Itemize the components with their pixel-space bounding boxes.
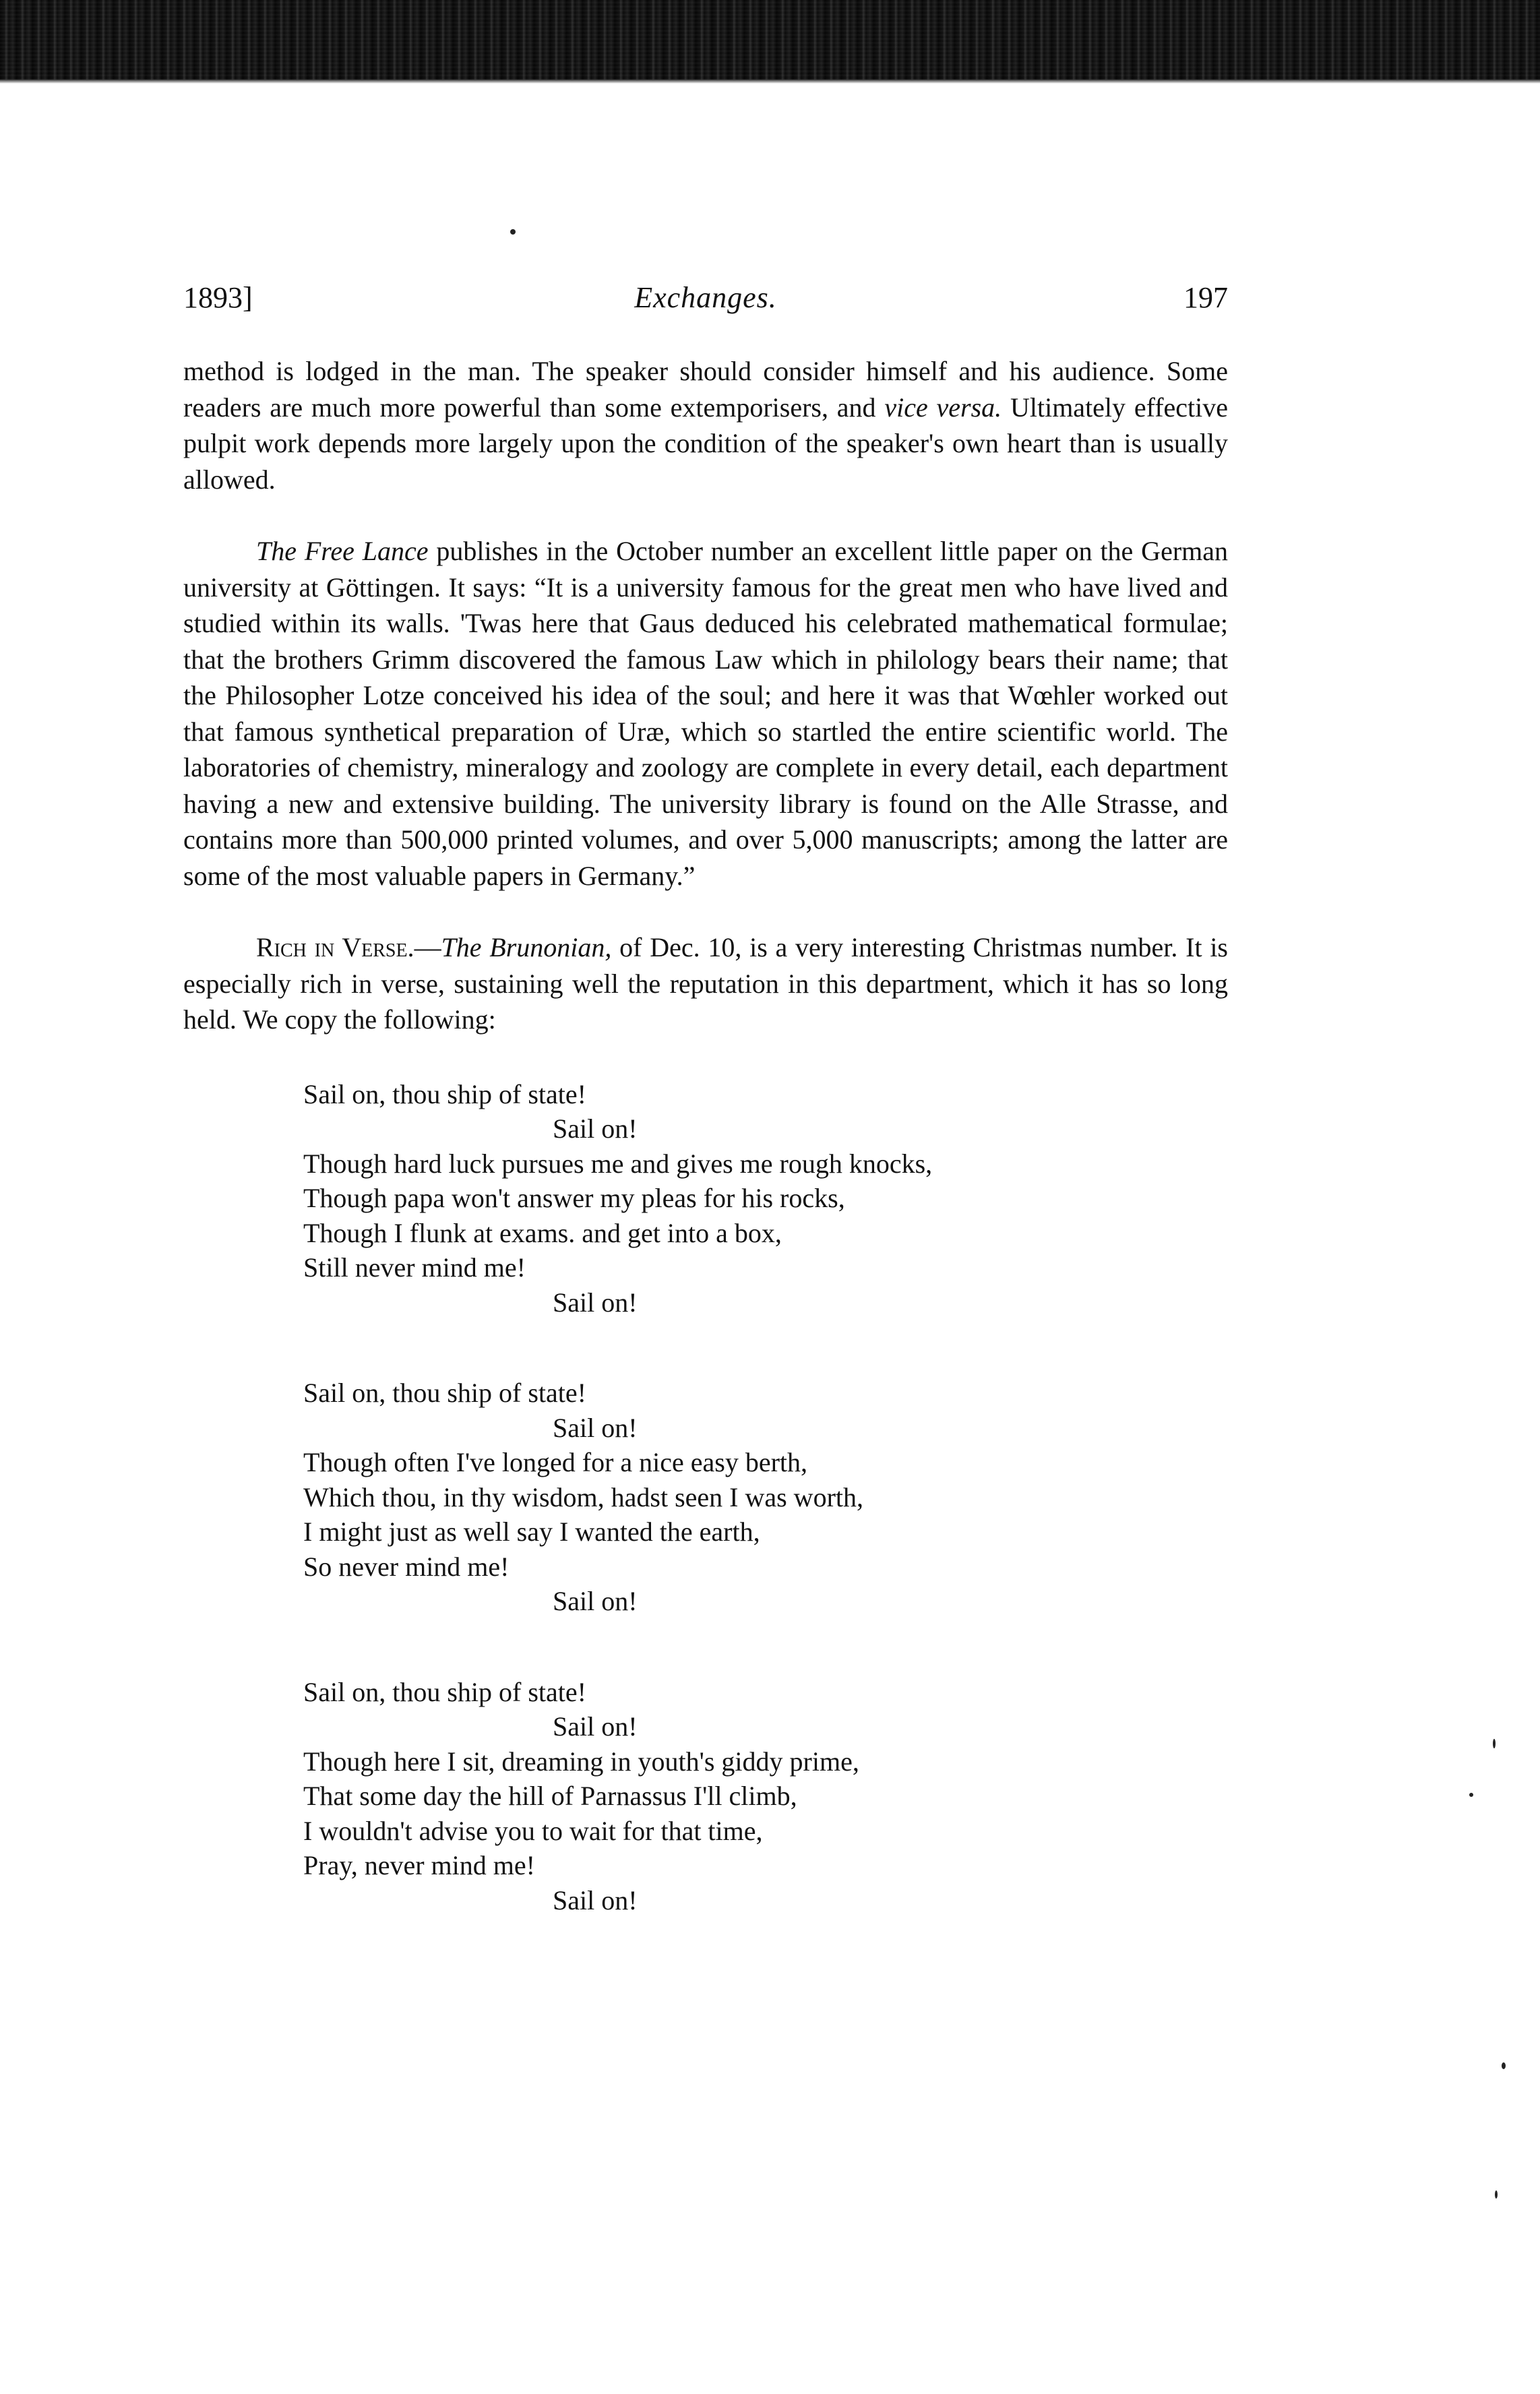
poem-refrain: Sail on! xyxy=(553,1711,638,1742)
poem-line: Though hard luck pursues me and gives me rough knocks, xyxy=(303,1148,933,1179)
scan-noise xyxy=(0,0,1540,80)
poem-line: Though papa won't answer my pleas for his rocks, xyxy=(303,1183,845,1213)
stanza-1 xyxy=(303,1077,1228,1320)
poem-line: Which thou, in thy wisdom, hadst seen I was worth, xyxy=(303,1481,863,1512)
paragraph-text: Ultimately effective pulpit work depends more largely upon the condition of the speaker's own heart than is usually allowed. xyxy=(183,392,1228,495)
running-head-title: Exchanges. xyxy=(634,281,777,314)
publication-title: The Brunonian, xyxy=(441,932,612,962)
scan-border-edge xyxy=(0,80,1540,84)
poem-refrain: Sail on! xyxy=(553,1113,638,1144)
poem-line: Sail on, thou ship of state! xyxy=(303,1078,586,1109)
italic-phrase: vice versa. xyxy=(884,392,1002,423)
poem-line: Still never mind me! xyxy=(303,1252,526,1283)
poem-refrain: Sail on! xyxy=(553,1586,638,1616)
poem-line: Though here I sit, dreaming in youth's giddy prime, xyxy=(303,1746,859,1777)
page-number: 197 xyxy=(1183,281,1228,314)
poem-line: So never mind me! xyxy=(303,1551,510,1582)
poem-line: Sail on, thou ship of state! xyxy=(303,1676,586,1707)
scan-speck xyxy=(510,229,516,235)
poem-line: I wouldn't advise you to wait for that time, xyxy=(303,1815,763,1846)
poem-line: Though I flunk at exams. and get into a box, xyxy=(303,1217,782,1248)
paragraph-free-lance xyxy=(183,533,1228,894)
poem-line: Pray, never mind me! xyxy=(303,1850,535,1880)
scan-speck xyxy=(1495,2190,1498,2199)
poem-refrain: Sail on! xyxy=(553,1412,638,1443)
paragraph-pulpit-method xyxy=(183,353,1228,497)
poem-refrain: Sail on! xyxy=(553,1884,638,1915)
paragraph-rich-in-verse xyxy=(183,929,1228,1038)
paragraph-text: of Dec. 10, is a very interesting Christmas number. It is especially rich in verse, sustaining well the reputation in this department, which it has so long held. We copy the following: xyxy=(183,932,1228,1035)
scan-speck xyxy=(1493,1739,1496,1748)
running-head xyxy=(183,280,1228,334)
running-head-year: 1893] xyxy=(183,281,253,314)
poem-line: Though often I've longed for a nice easy berth, xyxy=(303,1447,808,1477)
poem xyxy=(303,1077,1228,1918)
publication-title: The Free Lance xyxy=(256,536,429,566)
scan-speck xyxy=(1502,2062,1506,2069)
paragraph-text: method is lodged in the man. The speaker should consider himself and his audience. Some readers are much more powerful than some extemporisers, and xyxy=(183,356,1228,423)
poem-line: That some day the hill of Parnassus I'll climb, xyxy=(303,1781,797,1811)
poem-line: I might just as well say I wanted the earth, xyxy=(303,1516,760,1547)
scan-border-dark xyxy=(0,0,1540,80)
stanza-2 xyxy=(303,1376,1228,1619)
page xyxy=(183,280,1228,1973)
poem-line: Sail on, thou ship of state! xyxy=(303,1378,586,1408)
poem-refrain: Sail on! xyxy=(553,1287,638,1318)
scan-speck xyxy=(1469,1793,1473,1797)
section-heading: Rich in Verse. xyxy=(256,932,414,962)
paragraph-text: publishes in the October number an excellent little paper on the German university at Göttingen. It says: “It is a university famous for the great men who have lived and studied within its walls. 'Twas here that Gaus deduced his celebrated mathematical formulae; that the brothers Grimm discovered the famous Law which in philology bears their name; that the Philosopher Lotze conceived his idea of the soul; and here it was that Wœhler worked out that famous synthetical preparation of Uræ, which so startled the entire scientific world. The laboratories of chemistry, mineralogy and zoology are complete in every detail, each department having a new and extensive building. The university library is found on the Alle Strasse, and contains more than 500,000 printed volumes, and over 5,000 manuscripts; among the latter are some of the most valuable papers in Germany.” xyxy=(183,536,1229,891)
em-dash: — xyxy=(414,932,441,962)
stanza-3 xyxy=(303,1675,1228,1918)
